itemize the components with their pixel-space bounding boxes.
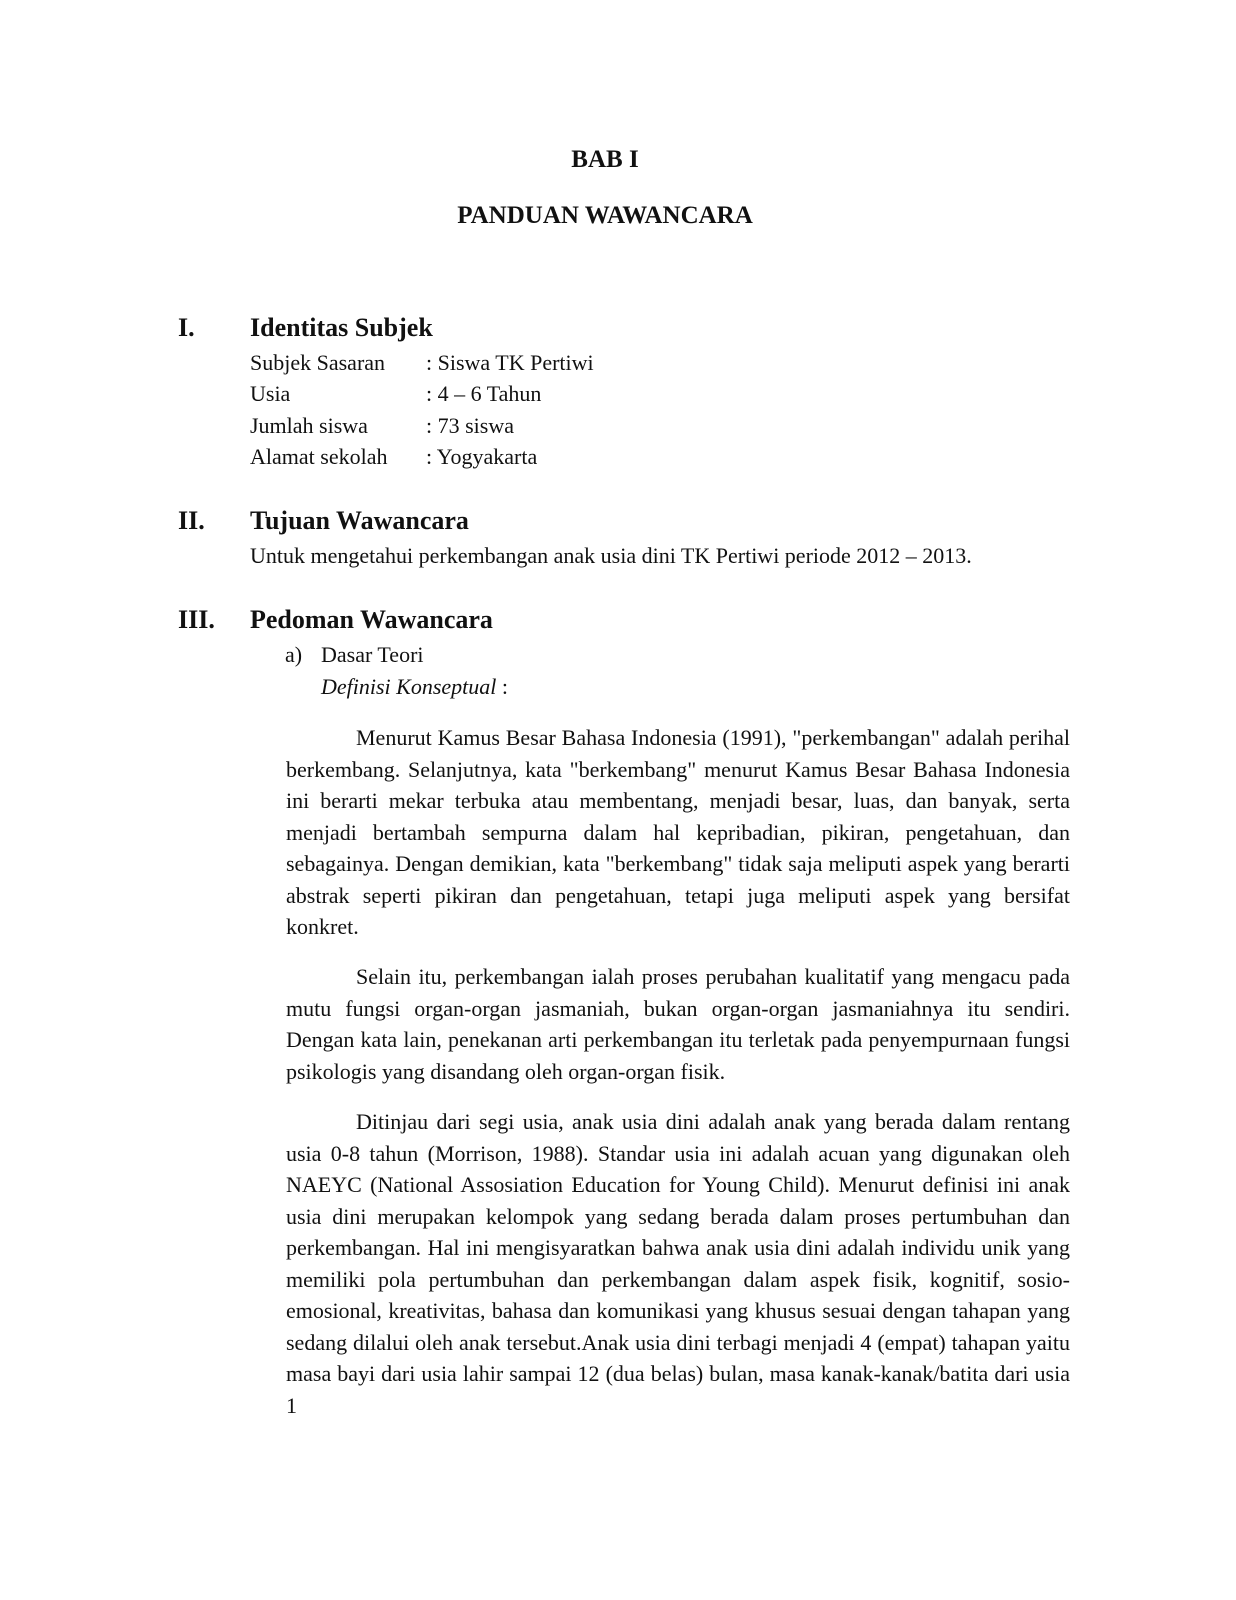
section-1-heading: Identitas Subjek xyxy=(250,313,433,342)
identity-value-subject: : Siswa TK Pertiwi xyxy=(426,350,594,375)
section-1-number: I. xyxy=(178,313,195,342)
paragraph-3: Ditinjau dari segi usia, anak usia dini adalah anak yang berada dalam rentang usia 0-8 tahun (Morrison, 1988). Standar usia ini adalah acuan yang digunakan oleh NAEYC (National Assosiation Education for Young Child). Menurut definisi ini anak usia dini merupakan kelompok yang sedang berada dalam proses pertumbuhan dan perkembangan. Hal ini mengisyaratkan bahwa anak usia dini adalah individu unik yang memiliki pola pertumbuhan dan perkembangan dalam aspek fisik, kognitif, sosio-emosional, kreativitas, bahasa dan komunikasi yang khusus sesuai dengan tahapan yang sedang dilalui oleh anak tersebut.Anak usia dini terbagi menjadi 4 (empat) tahapan yaitu masa bayi dari usia lahir sampai 12 (dua belas) bulan, masa kanak-kanak/batita dari usia 1 xyxy=(286,1109,1070,1418)
page-title: PANDUAN WAWANCARA xyxy=(457,202,753,229)
section-3-heading: Pedoman Wawancara xyxy=(250,605,493,634)
identity-label-subject: Subjek Sasaran xyxy=(250,350,386,375)
section-2-heading: Tujuan Wawancara xyxy=(250,506,469,535)
identity-label-count: Jumlah siswa xyxy=(250,413,368,438)
definition-label: Definisi Konseptual xyxy=(321,674,497,699)
chapter-title: BAB I xyxy=(571,146,639,173)
section-3-number: III. xyxy=(178,605,215,634)
identity-label-address: Alamat sekolah xyxy=(250,444,388,469)
identity-value-address: : Yogyakarta xyxy=(426,444,538,469)
subsection-marker: a) xyxy=(285,642,303,667)
definition-colon: : xyxy=(496,674,509,699)
purpose-text: Untuk mengetahui perkembangan anak usia dini TK Pertiwi periode 2012 – 2013. xyxy=(250,543,972,568)
subsection-label: Dasar Teori xyxy=(321,642,424,667)
paragraph-2: Selain itu, perkembangan ialah proses perubahan kualitatif yang mengacu pada mutu fungsi organ-organ jasmaniah, bukan organ-organ jasmaniahnya itu sendiri. Dengan kata lain, penekanan arti perkembangan itu terletak pada penyempurnaan fungsi psikologis yang disandang oleh organ-organ fisik. xyxy=(286,964,1070,1084)
paragraph-1: Menurut Kamus Besar Bahasa Indonesia (1991), "perkembangan" adalah perihal berkembang. Selanjutnya, kata "berkembang" menurut Kamus Besar Bahasa Indonesia ini berarti mekar terbuka atau membentang, menjadi besar, luas, dan banyak, serta menjadi bertambah sempurna dalam hal kepribadian, pikiran, pengetahuan, dan sebagainya. Dengan demikian, kata "berkembang" tidak saja meliputi aspek yang berarti abstrak seperti pikiran dan pengetahuan, tetapi juga meliputi aspek yang bersifat konkret. xyxy=(286,725,1070,939)
identity-value-count: : 73 siswa xyxy=(426,413,514,438)
identity-value-age: : 4 – 6 Tahun xyxy=(426,381,542,406)
section-2-number: II. xyxy=(178,506,205,535)
identity-label-age: Usia xyxy=(250,381,291,406)
definition-heading xyxy=(321,674,508,700)
